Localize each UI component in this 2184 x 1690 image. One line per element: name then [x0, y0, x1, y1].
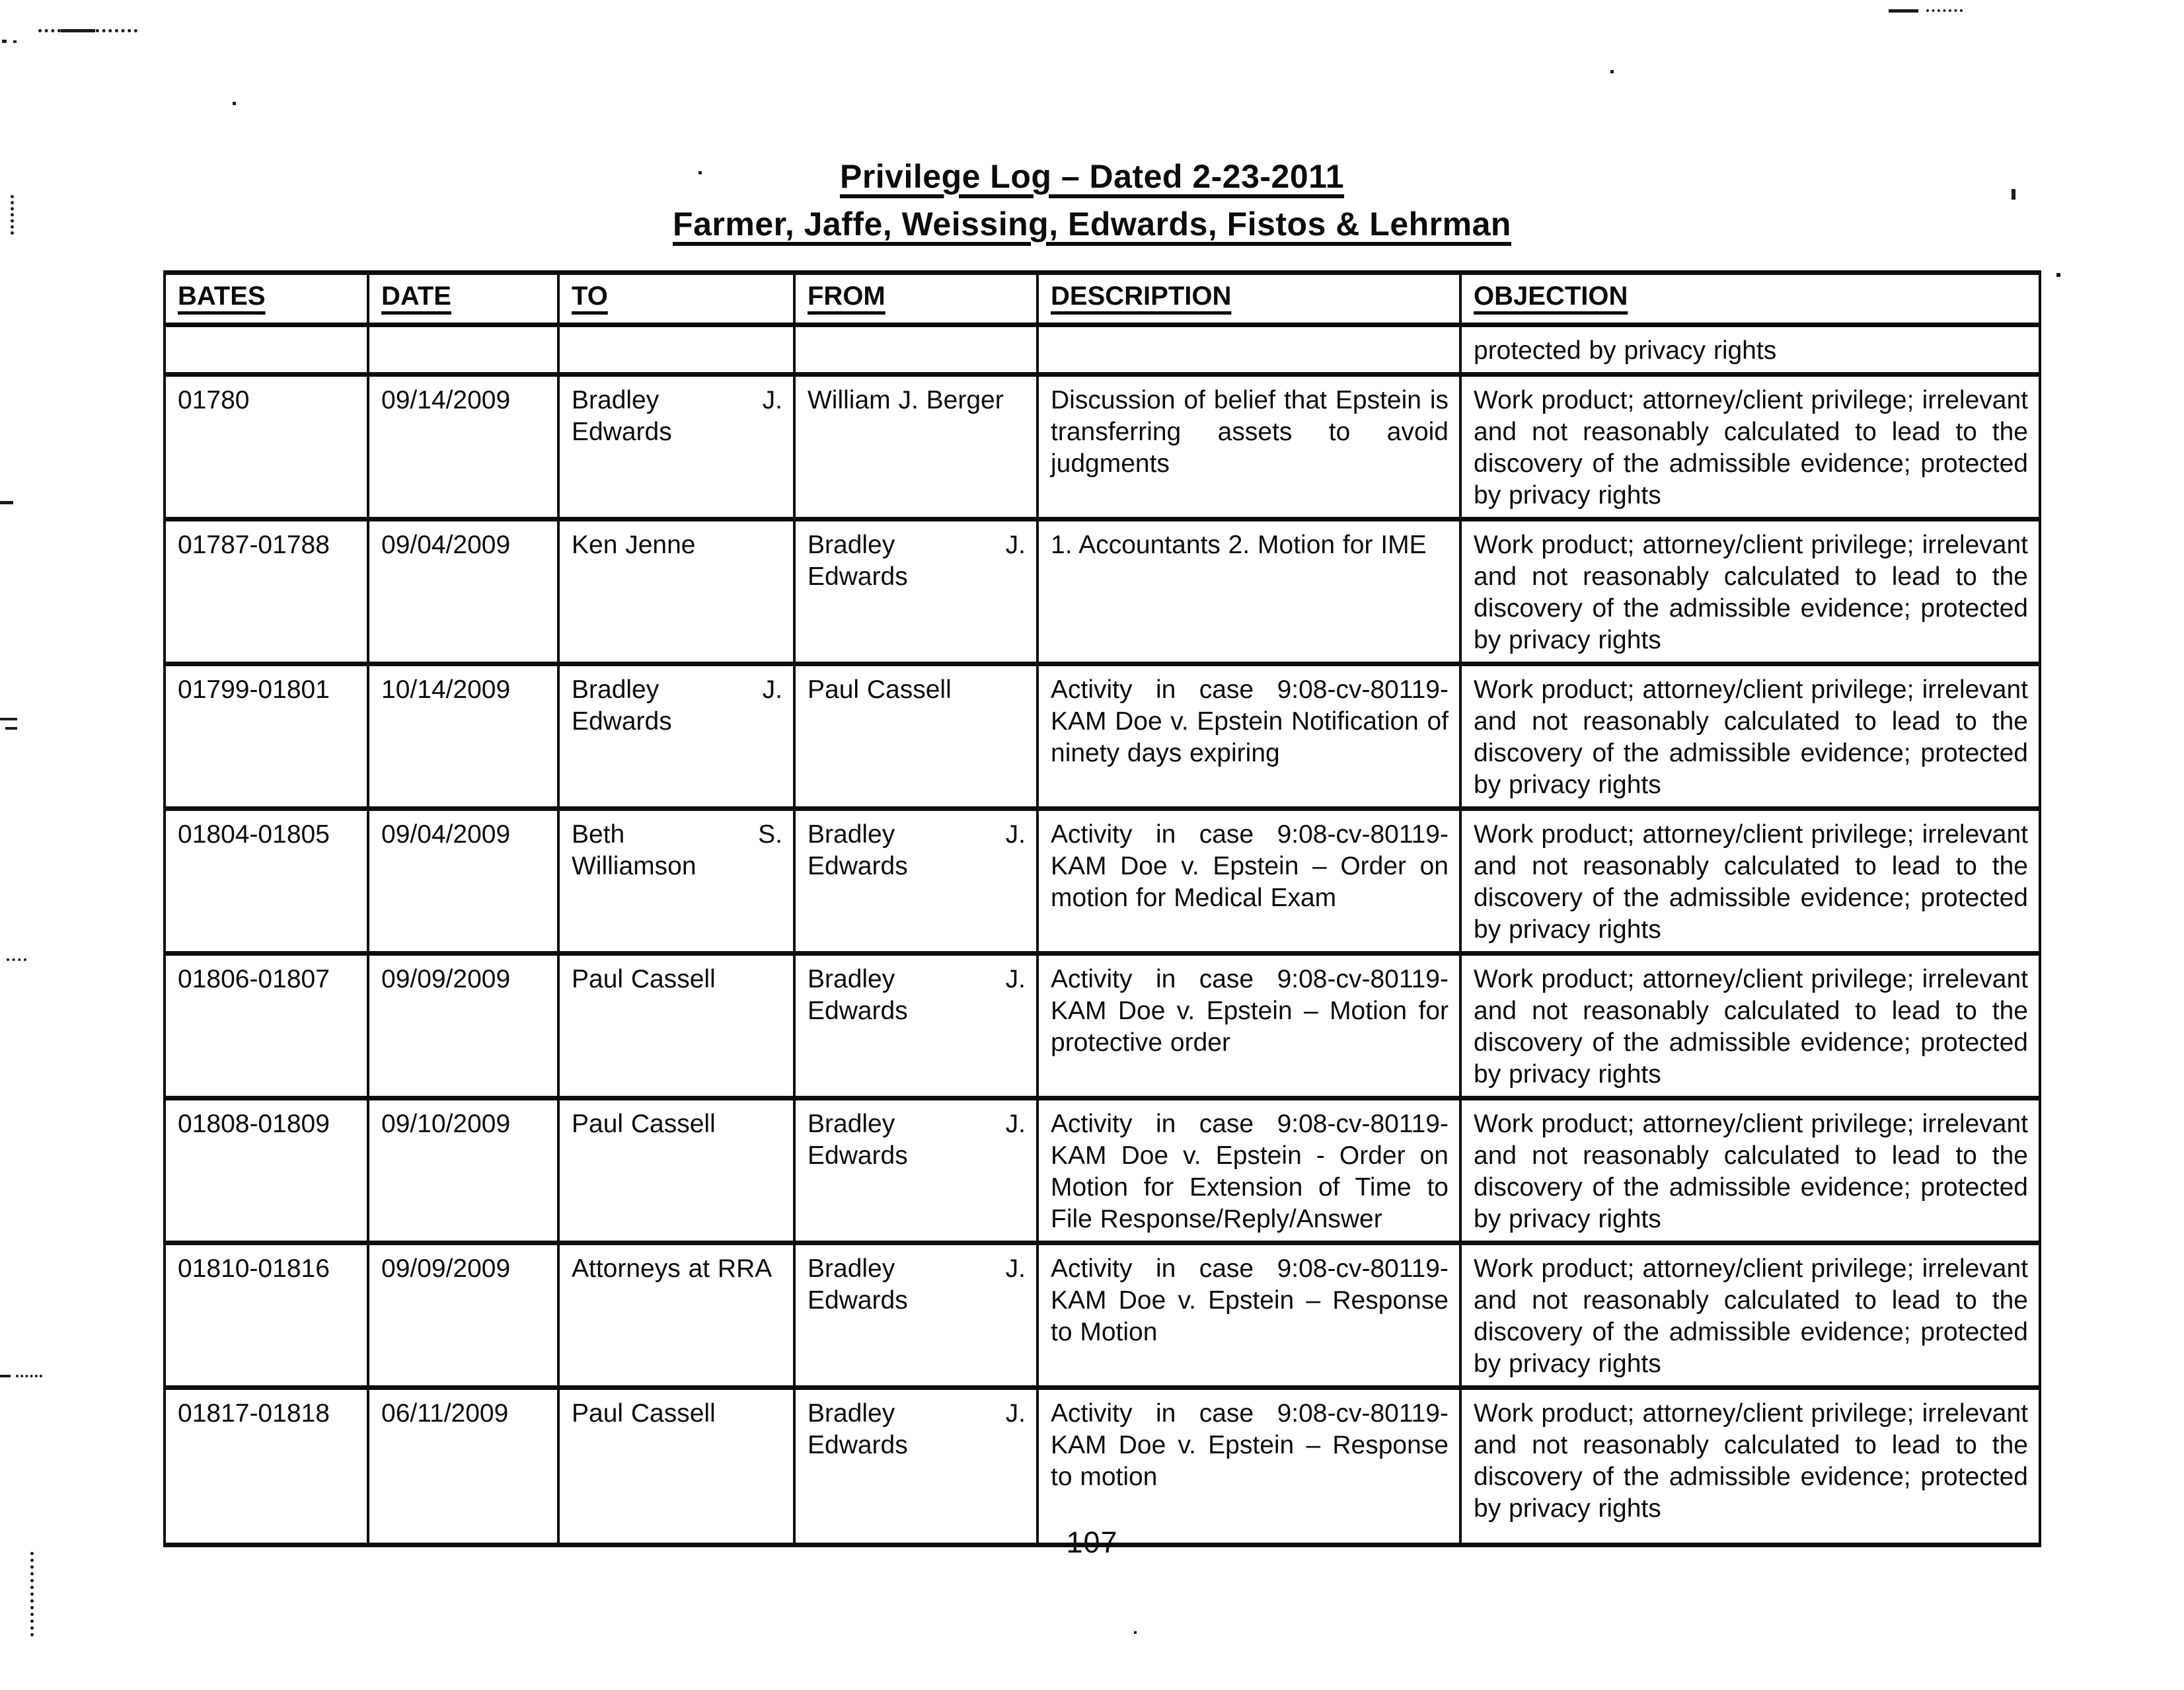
- description-cell: Activity in case 9:08-cv-80119-KAM Doe v. Epstein – Response to Motion: [1037, 1243, 1460, 1388]
- from-cell: Bradley J. Edwards: [794, 1098, 1037, 1243]
- to-cell: Bradley J. Edwards: [558, 664, 794, 809]
- bates-cell: 01806-01807: [165, 954, 368, 1098]
- scan-artifact: [61, 29, 95, 32]
- description-cell: Activity in case 9:08-cv-80119-KAM Doe v. Epstein - Order on Motion for Extension of Time to File Response/Reply/Answer: [1037, 1098, 1460, 1243]
- objection-cell: Work product; attorney/client privilege; irrelevant and not reasonably calculated to lead to the discovery of the admissible evidence; protected by privacy rights: [1460, 375, 2040, 519]
- to-cell: Paul Cassell: [558, 954, 794, 1098]
- scan-artifact: [16, 1375, 42, 1377]
- description-cell: Activity in case 9:08-cv-80119-KAM Doe v. Epstein – Response to motion: [1037, 1388, 1460, 1545]
- date-cell: [368, 325, 558, 375]
- column-header-description: DESCRIPTION: [1037, 273, 1460, 325]
- bates-cell: [165, 325, 368, 375]
- scan-artifact: [2, 40, 7, 43]
- scan-artifact: [2056, 273, 2060, 277]
- to-cell: Paul Cassell: [558, 1388, 794, 1545]
- objection-cell: Work product; attorney/client privilege; irrelevant and not reasonably calculated to lead to the discovery of the admissible evidence; protected by privacy rights: [1460, 1098, 2040, 1243]
- date-cell: 06/11/2009: [368, 1388, 558, 1545]
- bates-cell: 01787-01788: [165, 519, 368, 664]
- page-number: 107: [1066, 1525, 1118, 1559]
- description-cell: [1037, 325, 1460, 375]
- date-cell: 09/09/2009: [368, 1243, 558, 1388]
- column-header-bates: BATES: [165, 273, 368, 325]
- scan-artifact: [1926, 9, 1963, 12]
- description-cell: Activity in case 9:08-cv-80119-KAM Doe v. Epstein – Motion for protective order: [1037, 954, 1460, 1098]
- to-cell: Beth S. Williamson: [558, 809, 794, 954]
- scan-artifact: [7, 958, 26, 961]
- from-cell: Bradley J. Edwards: [794, 1388, 1037, 1545]
- bates-cell: 01810-01816: [165, 1243, 368, 1388]
- scan-artifact: [0, 501, 13, 504]
- objection-cell: Work product; attorney/client privilege; irrelevant and not reasonably calculated to lead to the discovery of the admissible evidence; protected by privacy rights: [1460, 664, 2040, 809]
- from-cell: Bradley J. Edwards: [794, 809, 1037, 954]
- table-row: [165, 809, 2040, 954]
- to-cell: Ken Jenne: [558, 519, 794, 664]
- scan-artifact: [5, 727, 17, 730]
- from-cell: Paul Cassell: [794, 664, 1037, 809]
- to-cell: Attorneys at RRA: [558, 1243, 794, 1388]
- column-header-objection: OBJECTION: [1460, 273, 2040, 325]
- document-subtitle: Farmer, Jaffe, Weissing, Edwards, Fistos & Lehrman: [673, 206, 1511, 243]
- document-title: Privilege Log – Dated 2-23-2011: [839, 158, 1345, 195]
- table-row: [165, 1098, 2040, 1243]
- table-row: [165, 664, 2040, 809]
- table-row: [165, 519, 2040, 664]
- scan-artifact: [30, 1552, 34, 1636]
- objection-cell: protected by privacy rights: [1460, 325, 2040, 375]
- table-row: [165, 1388, 2040, 1545]
- description-cell: 1. Accountants 2. Motion for IME: [1037, 519, 1460, 664]
- date-cell: 10/14/2009: [368, 664, 558, 809]
- column-header-from: FROM: [794, 273, 1037, 325]
- from-cell: Bradley J. Edwards: [794, 1243, 1037, 1388]
- from-cell: Bradley J. Edwards: [794, 519, 1037, 664]
- description-cell: Activity in case 9:08-cv-80119-KAM Doe v. Epstein Notification of ninety days expiring: [1037, 664, 1460, 809]
- table-row: [165, 954, 2040, 1098]
- objection-cell: Work product; attorney/client privilege; irrelevant and not reasonably calculated to lead to the discovery of the admissible evidence; protected by privacy rights: [1460, 954, 2040, 1098]
- objection-cell: Work product; attorney/client privilege; irrelevant and not reasonably calculated to lead to the discovery of the admissible evidence; protected by privacy rights: [1460, 809, 2040, 954]
- bates-cell: 01808-01809: [165, 1098, 368, 1243]
- date-cell: 09/14/2009: [368, 375, 558, 519]
- to-cell: Bradley J. Edwards: [558, 375, 794, 519]
- objection-cell: Work product; attorney/client privilege; irrelevant and not reasonably calculated to lead to the discovery of the admissible evidence; protected by privacy rights: [1460, 1388, 2040, 1545]
- bates-cell: 01780: [165, 375, 368, 519]
- from-cell: Bradley J. Edwards: [794, 954, 1037, 1098]
- bates-cell: 01799-01801: [165, 664, 368, 809]
- privilege-log-table: [163, 270, 2041, 1547]
- to-cell: Paul Cassell: [558, 1098, 794, 1243]
- objection-cell: Work product; attorney/client privilege; irrelevant and not reasonably calculated to lead to the discovery of the admissible evidence; protected by privacy rights: [1460, 519, 2040, 664]
- description-cell: Activity in case 9:08-cv-80119-KAM Doe v. Epstein – Order on motion for Medical Exam: [1037, 809, 1460, 954]
- scan-artifact: [1610, 70, 1614, 73]
- objection-cell: Work product; attorney/client privilege; irrelevant and not reasonably calculated to lead to the discovery of the admissible evidence; protected by privacy rights: [1460, 1243, 2040, 1388]
- bates-cell: 01804-01805: [165, 809, 368, 954]
- scan-artifact: [0, 1375, 11, 1377]
- table-row: [165, 375, 2040, 519]
- scan-artifact: [0, 718, 17, 720]
- column-header-to: TO: [558, 273, 794, 325]
- date-cell: 09/10/2009: [368, 1098, 558, 1243]
- scan-artifact: [13, 40, 17, 43]
- column-header-date: DATE: [368, 273, 558, 325]
- scan-artifact: [233, 102, 236, 105]
- scan-artifact: [1889, 9, 1918, 13]
- title-block: [0, 160, 2184, 241]
- bates-cell: 01817-01818: [165, 1388, 368, 1545]
- description-cell: Discussion of belief that Epstein is transferring assets to avoid judgments: [1037, 375, 1460, 519]
- date-cell: 09/04/2009: [368, 809, 558, 954]
- from-cell: William J. Berger: [794, 375, 1037, 519]
- date-cell: 09/09/2009: [368, 954, 558, 1098]
- scan-artifact: [1134, 1631, 1137, 1634]
- table-header-row: [165, 273, 2040, 325]
- to-cell: [558, 325, 794, 375]
- table-row-carryover: [165, 325, 2040, 375]
- from-cell: [794, 325, 1037, 375]
- table-row: [165, 1243, 2040, 1388]
- date-cell: 09/04/2009: [368, 519, 558, 664]
